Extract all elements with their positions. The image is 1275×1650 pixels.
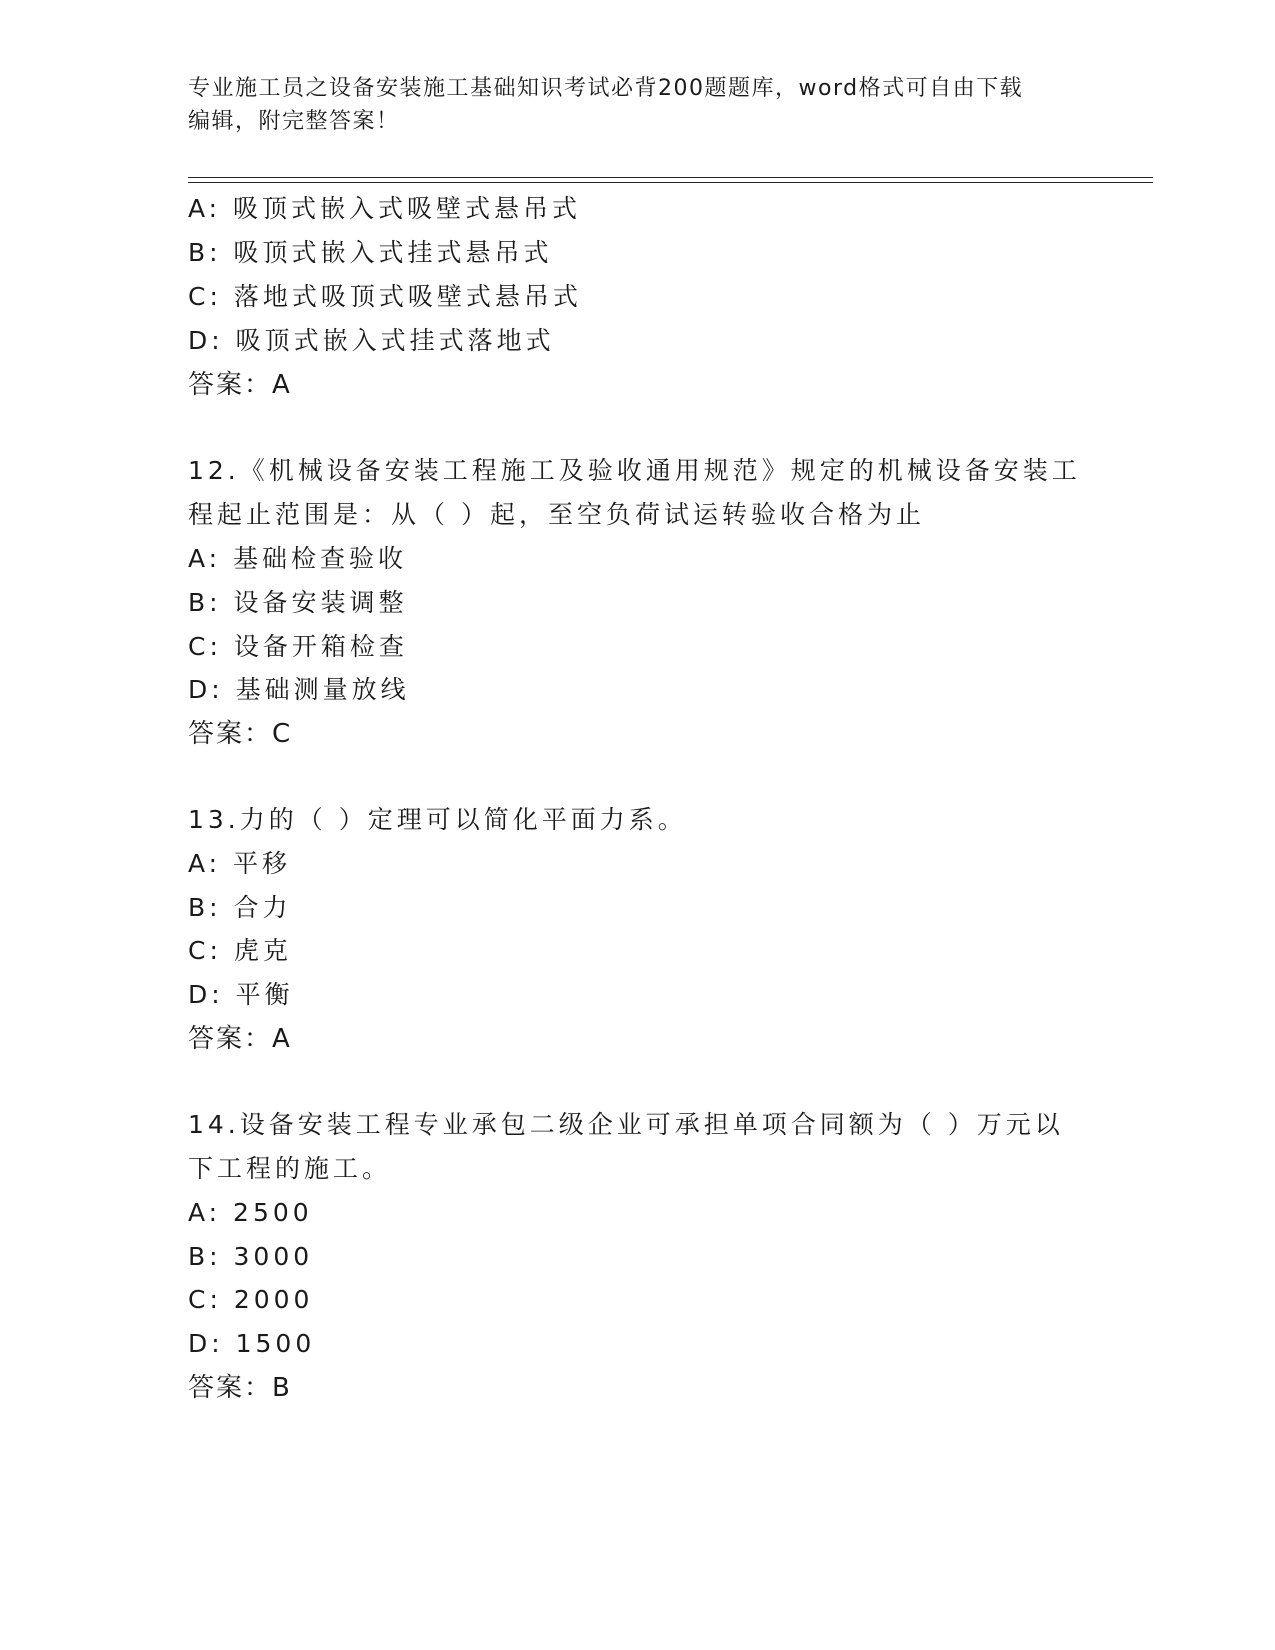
q12-option-d: D: 基础测量放线 — [188, 675, 410, 704]
q13-option-c: C: 虎克 — [188, 936, 292, 965]
q13-option-b: B: 合力 — [188, 893, 292, 922]
header-divider-top — [188, 177, 1153, 178]
q14-answer: 答案：B — [188, 1373, 292, 1403]
q12-stem-line-1: 12.《机械设备安装工程施工及验收通用规范》规定的机械设备安装工 — [188, 456, 1081, 485]
q12-answer: 答案：C — [188, 719, 293, 749]
q11-answer: 答案：A — [188, 370, 292, 400]
q14-stem-line-1: 14.设备安装工程专业承包二级企业可承担单项合同额为（ ）万元以 — [188, 1110, 1064, 1139]
q12-option-b: B: 设备安装调整 — [188, 588, 408, 617]
q13-answer: 答案：A — [188, 1024, 292, 1054]
q13-option-a: A: 平移 — [188, 849, 292, 878]
document-header — [188, 72, 1078, 138]
q12-stem-line-2: 程起止范围是：从（ ）起，至空负荷试运转验收合格为止 — [188, 500, 925, 529]
q11-option-c: C: 落地式吸顶式吸壁式悬吊式 — [188, 282, 582, 311]
q14-stem-line-2: 下工程的施工。 — [188, 1154, 392, 1183]
q13-stem-line-1: 13.力的（ ）定理可以简化平面力系。 — [188, 805, 687, 834]
q12-option-a: A: 基础检查验收 — [188, 544, 408, 573]
q11-option-d: D: 吸顶式嵌入式挂式落地式 — [188, 326, 555, 355]
header-title-line-2: 编辑，附完整答案！ — [188, 109, 400, 134]
q14-option-d: D: 1500 — [188, 1329, 316, 1358]
header-title-line-1: 专业施工员之设备安装施工基础知识考试必背200题题库，word格式可自由下载 — [188, 76, 1024, 101]
q14-option-a: A: 2500 — [188, 1198, 313, 1227]
q12-option-c: C: 设备开箱检查 — [188, 632, 408, 661]
q14-option-b: B: 3000 — [188, 1242, 314, 1271]
q11-option-b: B: 吸顶式嵌入式挂式悬吊式 — [188, 238, 553, 267]
q14-option-c: C: 2000 — [188, 1285, 314, 1314]
q11-option-a: A: 吸顶式嵌入式吸壁式悬吊式 — [188, 194, 582, 223]
q13-option-d: D: 平衡 — [188, 980, 294, 1009]
header-divider-bottom — [188, 182, 1153, 183]
